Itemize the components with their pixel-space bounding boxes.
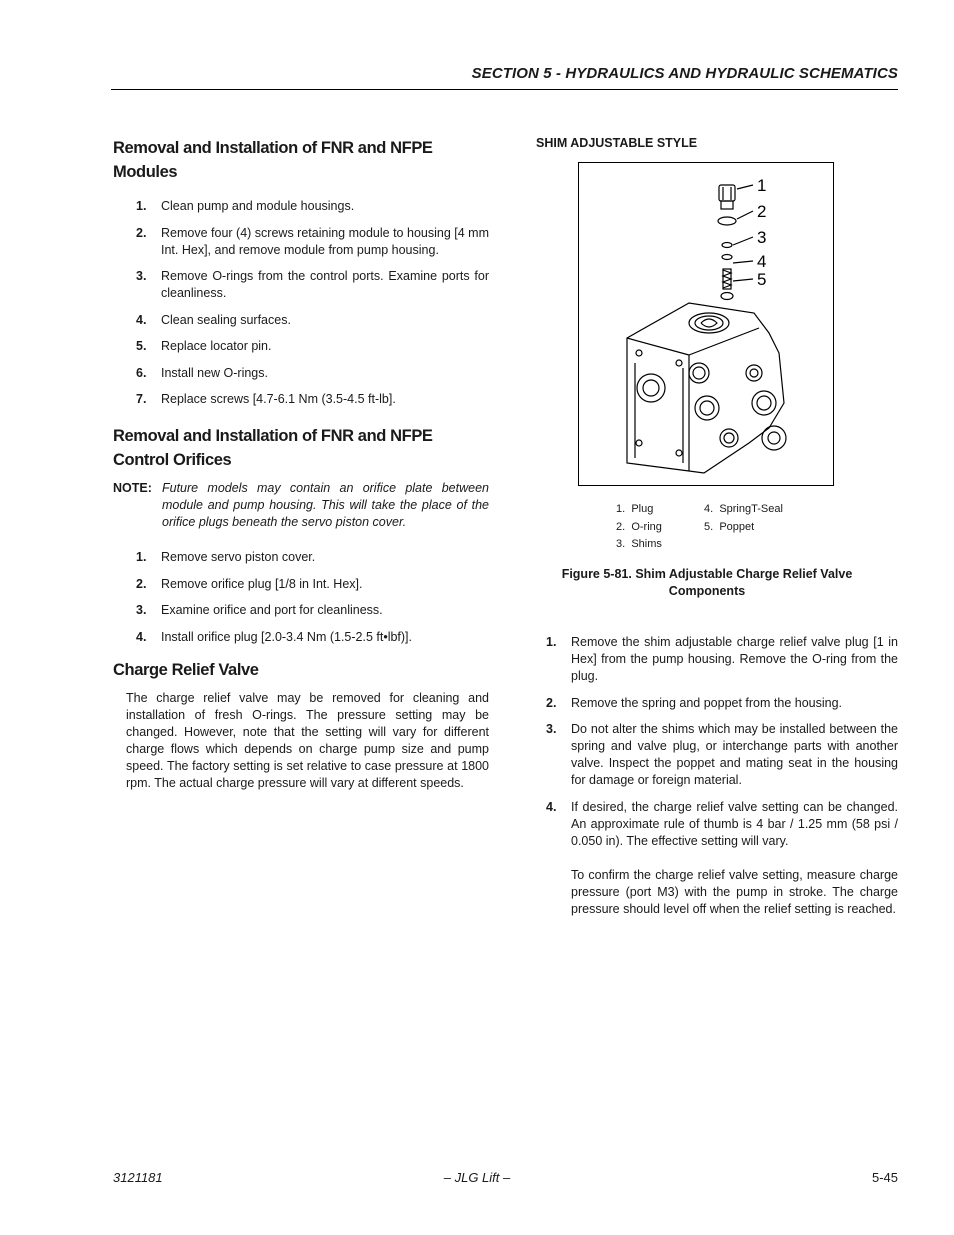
figure-heading: SHIM ADJUSTABLE STYLE: [536, 136, 698, 150]
pump-housing: [627, 303, 786, 473]
header-rule: [111, 89, 898, 90]
right-column: [536, 136, 898, 916]
callout-4: 4: [757, 252, 767, 271]
control-orifices-steps: [113, 549, 489, 646]
followup-paragraph: To confirm the charge relief valve setting, measure charge pressure (port M3) with the pump in stroke. The charge pressure should level off when the relief setting is reached.: [571, 867, 898, 916]
charge-relief-heading: Charge Relief Valve: [113, 660, 259, 679]
note-text: Future models may contain an orifice plate between module and pump housing. This will take the place of the orifice plugs beneath the servo piston cover.: [162, 481, 489, 529]
list-item: 7. Replace screws [4.7-6.1 Nm (3.5-4.5 ft-lb].: [136, 392, 396, 406]
doc-number: 3121181: [113, 1170, 163, 1185]
list-item: 2. Remove orifice plug [1/8 in Int. Hex].: [136, 576, 363, 591]
list-item: 6. Install new O-rings.: [136, 365, 268, 380]
plug-part: [719, 185, 735, 209]
poppet-part: [721, 293, 733, 300]
figure-frame: [578, 162, 834, 486]
list-item: 5. Replace locator pin.: [136, 339, 272, 353]
spring-part: [723, 269, 731, 289]
fnr-modules-steps: [113, 198, 489, 408]
list-item: 2. Remove the spring and poppet from the housing.: [546, 695, 843, 710]
legend-item: 4. SpringT-Seal: [704, 503, 783, 515]
legend-item: 1. Plug: [616, 503, 654, 515]
list-item: 4. Install orifice plug [2.0-3.4 Nm (1.5-2.5 ft•lbf)].: [136, 629, 413, 644]
figure-caption: Figure 5-81. Shim Adjustable Charge Relief Valve Components: [561, 567, 853, 598]
charge-relief-paragraph: The charge relief valve may be removed for cleaning and installation of fresh O-rings. The pressure setting may be changed. However, note that the setting will vary for different charge flows which depends on charge pump size and pump speed. The factory setting is set relative to case pressure at 1800 rpm. The actual charge pressure will vary at different speeds.: [126, 690, 489, 790]
list-item: 4. If desired, the charge relief valve setting can be changed. An approximate rule of thumb is 4 bar / 1.25 mm (58 psi / 0.050 in). The effective setting will vary. To confirm the charge relief valve setting, measure charge pressure (port M3) with the pump in stroke. The charge pressure should level off when the relief setting is reached.: [546, 799, 898, 916]
shim-part: [722, 255, 732, 260]
oring-part: [718, 217, 736, 225]
left-column: [113, 136, 489, 792]
charge-relief-valve-illustration: [579, 163, 834, 486]
list-item: 4. Clean sealing surfaces.: [136, 312, 291, 327]
list-item: 3. Remove O-rings from the control ports. Examine ports for cleanliness.: [136, 269, 489, 300]
list-item: 1. Remove the shim adjustable charge relief valve plug [1 in Hex] from the pump housing. Remove the O-ring from the plug.: [546, 635, 898, 683]
list-item: 2. Remove four (4) screws retaining module to housing [4 mm Int. Hex], and remove module from pump housing.: [136, 225, 489, 257]
footer-brand: – JLG Lift –: [443, 1170, 511, 1185]
list-item: 3. Do not alter the shims which may be installed between the spring and valve plug, or interchange parts with another valve. Inspect the poppet and mating seat in the housing for damage or foreign material.: [546, 722, 898, 787]
list-item: 1. Clean pump and module housings.: [136, 199, 355, 213]
note: [113, 480, 489, 531]
fnr-modules-heading: Removal and Installation of FNR and NFPE Modules: [113, 139, 433, 181]
callout-2: 2: [757, 202, 767, 221]
note-label: NOTE:: [113, 481, 152, 495]
callout-1: 1: [757, 176, 767, 195]
callout-5: 5: [757, 270, 767, 289]
legend-item: 3. Shims: [616, 538, 662, 550]
shim-part: [722, 243, 732, 248]
legend-item: 5. Poppet: [704, 521, 755, 533]
section-title: SECTION 5 - HYDRAULICS AND HYDRAULIC SCHEMATICS: [471, 65, 898, 82]
control-orifices-heading: Removal and Installation of FNR and NFPE Control Orifices: [113, 427, 433, 469]
page-number: 5-45: [871, 1170, 898, 1185]
list-item: 3. Examine orifice and port for cleanliness.: [136, 603, 383, 617]
legend-item: 2. O-ring: [616, 521, 662, 533]
callout-3: 3: [757, 228, 767, 247]
shim-procedure: [536, 634, 898, 927]
list-item: 1. Remove servo piston cover.: [136, 550, 316, 564]
shim-procedure-steps: [536, 634, 898, 918]
